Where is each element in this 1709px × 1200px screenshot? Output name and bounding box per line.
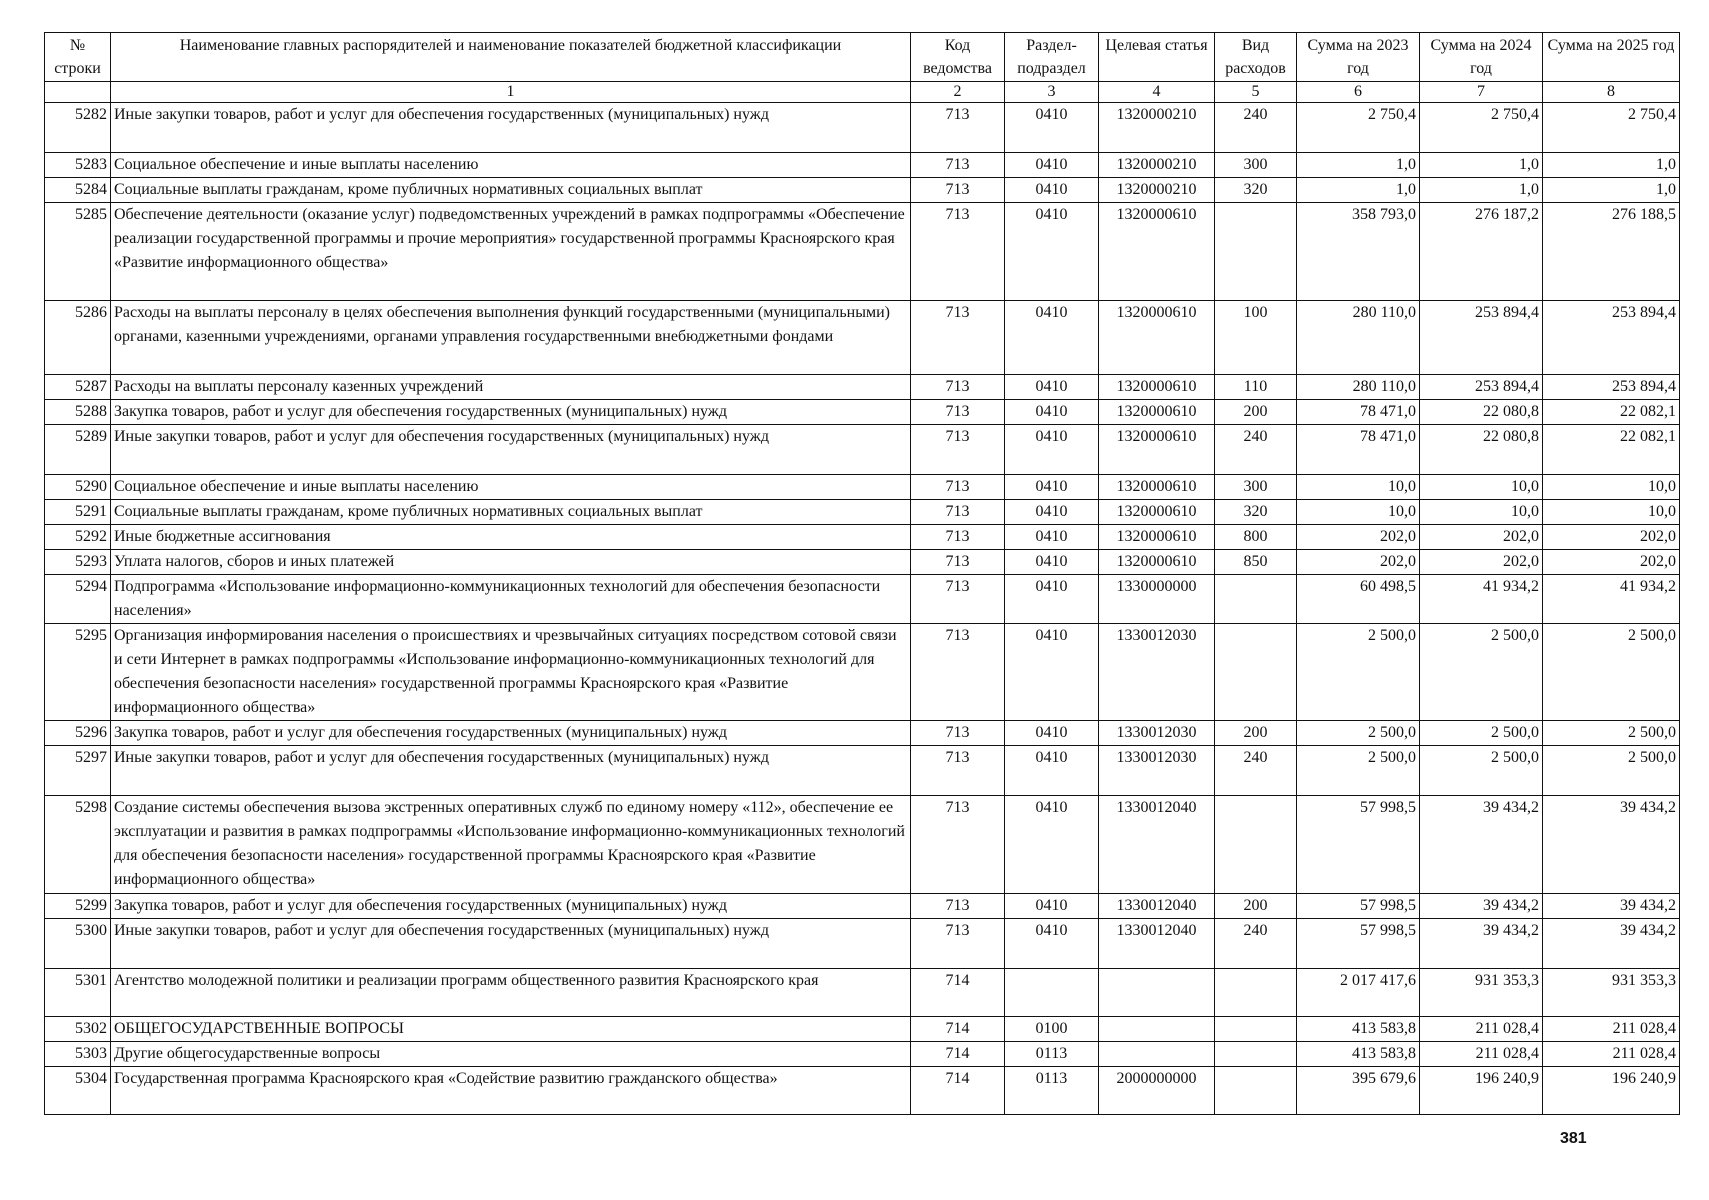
- row-dept-code: 713: [911, 153, 1005, 178]
- table-row: [45, 575, 1680, 624]
- row-dept-code: 713: [911, 425, 1005, 475]
- row-name: Закупка товаров, работ и услуг для обеспечения государственных (муниципальных) нужд: [111, 400, 911, 425]
- column-number: 7: [1420, 82, 1543, 103]
- row-dept-code: 713: [911, 796, 1005, 894]
- row-sum-2025: 39 434,2: [1543, 894, 1680, 919]
- row-sum-2023: 78 471,0: [1297, 425, 1420, 475]
- header-kind: Вид расходов: [1215, 33, 1297, 82]
- row-kind: 240: [1215, 425, 1297, 475]
- row-target: 1320000610: [1099, 475, 1215, 500]
- table-row: [45, 624, 1680, 721]
- row-kind: 850: [1215, 550, 1297, 575]
- table-row: [45, 375, 1680, 400]
- row-kind: [1215, 796, 1297, 894]
- row-sum-2025: 1,0: [1543, 178, 1680, 203]
- row-kind: 300: [1215, 475, 1297, 500]
- row-target: 1330000000: [1099, 575, 1215, 624]
- row-name: Иные бюджетные ассигнования: [111, 525, 911, 550]
- row-sum-2023: 413 583,8: [1297, 1042, 1420, 1067]
- row-target: 1320000610: [1099, 400, 1215, 425]
- row-sum-2024: 10,0: [1420, 475, 1543, 500]
- row-target: 1320000610: [1099, 550, 1215, 575]
- table-row: [45, 919, 1680, 969]
- row-sum-2025: 2 500,0: [1543, 721, 1680, 746]
- row-sum-2025: 10,0: [1543, 475, 1680, 500]
- row-kind: 110: [1215, 375, 1297, 400]
- budget-table: [44, 32, 1680, 1115]
- row-dept-code: 713: [911, 894, 1005, 919]
- row-dept-code: 713: [911, 575, 1005, 624]
- row-section: 0410: [1005, 624, 1099, 721]
- row-sum-2025: 2 500,0: [1543, 624, 1680, 721]
- row-name: Другие общегосударственные вопросы: [111, 1042, 911, 1067]
- row-target: 1320000610: [1099, 425, 1215, 475]
- row-sum-2025: 253 894,4: [1543, 301, 1680, 375]
- row-target: 1330012030: [1099, 624, 1215, 721]
- row-dept-code: 713: [911, 400, 1005, 425]
- row-target: 1320000610: [1099, 203, 1215, 301]
- row-sum-2024: 1,0: [1420, 178, 1543, 203]
- table-row: [45, 475, 1680, 500]
- table-body: [45, 103, 1680, 1115]
- row-target: 1320000210: [1099, 103, 1215, 153]
- row-name: Социальные выплаты гражданам, кроме публичных нормативных социальных выплат: [111, 178, 911, 203]
- row-target: [1099, 969, 1215, 1017]
- header-sum-2023: Сумма на 2023 год: [1297, 33, 1420, 82]
- row-sum-2023: 57 998,5: [1297, 796, 1420, 894]
- row-sum-2025: 211 028,4: [1543, 1017, 1680, 1042]
- row-kind: 320: [1215, 178, 1297, 203]
- row-name: Социальное обеспечение и иные выплаты населению: [111, 153, 911, 178]
- table-row: [45, 1067, 1680, 1115]
- row-name: Государственная программа Красноярского края «Содействие развитию гражданского общества»: [111, 1067, 911, 1115]
- row-section: 0410: [1005, 796, 1099, 894]
- row-dept-code: 713: [911, 475, 1005, 500]
- row-sum-2025: 196 240,9: [1543, 1067, 1680, 1115]
- row-name: Иные закупки товаров, работ и услуг для обеспечения государственных (муниципальных) нужд: [111, 425, 911, 475]
- row-sum-2024: 1,0: [1420, 153, 1543, 178]
- table-row: [45, 1017, 1680, 1042]
- row-sum-2025: 211 028,4: [1543, 1042, 1680, 1067]
- row-sum-2023: 57 998,5: [1297, 894, 1420, 919]
- row-target: 1330012040: [1099, 919, 1215, 969]
- table-row: [45, 969, 1680, 1017]
- table-row: [45, 425, 1680, 475]
- row-number: 5286: [45, 301, 111, 375]
- row-sum-2023: 202,0: [1297, 550, 1420, 575]
- row-number: 5296: [45, 721, 111, 746]
- row-sum-2025: 202,0: [1543, 525, 1680, 550]
- row-dept-code: 713: [911, 375, 1005, 400]
- row-section: 0410: [1005, 575, 1099, 624]
- row-number: 5304: [45, 1067, 111, 1115]
- table-row: [45, 525, 1680, 550]
- row-number: 5284: [45, 178, 111, 203]
- row-section: 0410: [1005, 203, 1099, 301]
- row-name: Уплата налогов, сборов и иных платежей: [111, 550, 911, 575]
- row-sum-2024: 276 187,2: [1420, 203, 1543, 301]
- row-dept-code: 713: [911, 301, 1005, 375]
- row-section: 0410: [1005, 894, 1099, 919]
- row-number: 5297: [45, 746, 111, 796]
- row-sum-2024: 22 080,8: [1420, 425, 1543, 475]
- row-number: 5287: [45, 375, 111, 400]
- row-sum-2023: 358 793,0: [1297, 203, 1420, 301]
- table-row: [45, 894, 1680, 919]
- table-row: [45, 153, 1680, 178]
- row-target: 1320000610: [1099, 375, 1215, 400]
- row-number: 5292: [45, 525, 111, 550]
- row-sum-2023: 395 679,6: [1297, 1067, 1420, 1115]
- table-row: [45, 178, 1680, 203]
- column-number: 3: [1005, 82, 1099, 103]
- row-sum-2024: 41 934,2: [1420, 575, 1543, 624]
- row-sum-2023: 413 583,8: [1297, 1017, 1420, 1042]
- row-name: Обеспечение деятельности (оказание услуг) подведомственных учреждений в рамках подпрограммы «Обеспечение реализации государственной программы и прочие мероприятия» государственной программы Красноярского края «Развитие информационного общества»: [111, 203, 911, 301]
- column-number: 6: [1297, 82, 1420, 103]
- row-name: ОБЩЕГОСУДАРСТВЕННЫЕ ВОПРОСЫ: [111, 1017, 911, 1042]
- row-number: 5295: [45, 624, 111, 721]
- column-number: 4: [1099, 82, 1215, 103]
- row-dept-code: 714: [911, 969, 1005, 1017]
- row-target: 2000000000: [1099, 1067, 1215, 1115]
- row-sum-2023: 2 750,4: [1297, 103, 1420, 153]
- row-number: 5298: [45, 796, 111, 894]
- row-sum-2024: 211 028,4: [1420, 1042, 1543, 1067]
- row-target: [1099, 1042, 1215, 1067]
- row-sum-2023: 2 500,0: [1297, 624, 1420, 721]
- row-sum-2023: 280 110,0: [1297, 301, 1420, 375]
- row-dept-code: 713: [911, 746, 1005, 796]
- row-sum-2024: 202,0: [1420, 525, 1543, 550]
- row-kind: [1215, 1042, 1297, 1067]
- row-section: 0113: [1005, 1067, 1099, 1115]
- row-sum-2024: 253 894,4: [1420, 301, 1543, 375]
- row-sum-2023: 60 498,5: [1297, 575, 1420, 624]
- row-name: Закупка товаров, работ и услуг для обеспечения государственных (муниципальных) нужд: [111, 721, 911, 746]
- table-row: [45, 301, 1680, 375]
- row-sum-2025: 39 434,2: [1543, 796, 1680, 894]
- row-sum-2025: 202,0: [1543, 550, 1680, 575]
- row-sum-2023: 10,0: [1297, 475, 1420, 500]
- header-dept-code: Код ведомства: [911, 33, 1005, 82]
- row-name: Подпрограмма «Использование информационно-коммуникационных технологий для обеспечения безопасности населения»: [111, 575, 911, 624]
- row-section: 0410: [1005, 178, 1099, 203]
- row-number: 5288: [45, 400, 111, 425]
- column-number-row: [45, 82, 1680, 103]
- row-dept-code: 714: [911, 1042, 1005, 1067]
- table-row: [45, 746, 1680, 796]
- header-sum-2024: Сумма на 2024 год: [1420, 33, 1543, 82]
- row-target: 1320000210: [1099, 178, 1215, 203]
- row-dept-code: 713: [911, 103, 1005, 153]
- row-sum-2024: 22 080,8: [1420, 400, 1543, 425]
- row-kind: [1215, 575, 1297, 624]
- row-kind: 800: [1215, 525, 1297, 550]
- row-sum-2023: 1,0: [1297, 153, 1420, 178]
- row-kind: [1215, 1017, 1297, 1042]
- row-section: 0410: [1005, 425, 1099, 475]
- table-row: [45, 400, 1680, 425]
- row-sum-2023: 202,0: [1297, 525, 1420, 550]
- row-sum-2025: 39 434,2: [1543, 919, 1680, 969]
- row-section: 0410: [1005, 721, 1099, 746]
- row-sum-2023: 78 471,0: [1297, 400, 1420, 425]
- row-kind: 320: [1215, 500, 1297, 525]
- row-sum-2024: 202,0: [1420, 550, 1543, 575]
- row-kind: 200: [1215, 721, 1297, 746]
- row-target: 1320000610: [1099, 525, 1215, 550]
- row-name: Социальное обеспечение и иные выплаты населению: [111, 475, 911, 500]
- row-kind: 240: [1215, 103, 1297, 153]
- row-name: Агентство молодежной политики и реализации программ общественного развития Красноярского края: [111, 969, 911, 1017]
- row-sum-2024: 39 434,2: [1420, 894, 1543, 919]
- row-number: 5301: [45, 969, 111, 1017]
- row-sum-2025: 931 353,3: [1543, 969, 1680, 1017]
- row-number: 5291: [45, 500, 111, 525]
- row-number: 5294: [45, 575, 111, 624]
- row-section: [1005, 969, 1099, 1017]
- row-number: 5299: [45, 894, 111, 919]
- row-number: 5293: [45, 550, 111, 575]
- row-name: Социальные выплаты гражданам, кроме публичных нормативных социальных выплат: [111, 500, 911, 525]
- row-sum-2024: 211 028,4: [1420, 1017, 1543, 1042]
- row-sum-2023: 2 500,0: [1297, 746, 1420, 796]
- row-sum-2024: 39 434,2: [1420, 919, 1543, 969]
- row-sum-2024: 2 500,0: [1420, 721, 1543, 746]
- row-sum-2025: 10,0: [1543, 500, 1680, 525]
- row-name: Расходы на выплаты персоналу казенных учреждений: [111, 375, 911, 400]
- row-sum-2025: 41 934,2: [1543, 575, 1680, 624]
- table-row: [45, 550, 1680, 575]
- row-section: 0410: [1005, 919, 1099, 969]
- row-section: 0410: [1005, 301, 1099, 375]
- row-kind: 240: [1215, 746, 1297, 796]
- row-sum-2024: 10,0: [1420, 500, 1543, 525]
- row-section: 0410: [1005, 746, 1099, 796]
- row-sum-2025: 2 750,4: [1543, 103, 1680, 153]
- row-section: 0113: [1005, 1042, 1099, 1067]
- row-section: 0410: [1005, 375, 1099, 400]
- row-dept-code: 714: [911, 1067, 1005, 1115]
- row-sum-2023: 57 998,5: [1297, 919, 1420, 969]
- row-section: 0410: [1005, 500, 1099, 525]
- row-kind: [1215, 624, 1297, 721]
- row-section: 0410: [1005, 153, 1099, 178]
- row-dept-code: 714: [911, 1017, 1005, 1042]
- row-sum-2024: 253 894,4: [1420, 375, 1543, 400]
- row-sum-2023: 2 017 417,6: [1297, 969, 1420, 1017]
- row-dept-code: 713: [911, 550, 1005, 575]
- row-sum-2024: 931 353,3: [1420, 969, 1543, 1017]
- row-dept-code: 713: [911, 721, 1005, 746]
- header-target: Целевая статья: [1099, 33, 1215, 82]
- row-name: Иные закупки товаров, работ и услуг для обеспечения государственных (муниципальных) нужд: [111, 103, 911, 153]
- row-target: 1320000610: [1099, 500, 1215, 525]
- row-sum-2025: 22 082,1: [1543, 425, 1680, 475]
- row-kind: 200: [1215, 894, 1297, 919]
- column-number: 1: [111, 82, 911, 103]
- row-name: Создание системы обеспечения вызова экстренных оперативных служб по единому номеру «112», обеспечение ее эксплуатации и развития в рамках подпрограммы «Использование информационно-коммуникационных технологий для обеспечения безопасности населения» государственной программы Красноярского края «Развитие информационного общества»: [111, 796, 911, 894]
- row-sum-2023: 10,0: [1297, 500, 1420, 525]
- table-row: [45, 500, 1680, 525]
- row-name: Закупка товаров, работ и услуг для обеспечения государственных (муниципальных) нужд: [111, 894, 911, 919]
- row-kind: 240: [1215, 919, 1297, 969]
- row-sum-2024: 39 434,2: [1420, 796, 1543, 894]
- row-dept-code: 713: [911, 525, 1005, 550]
- row-dept-code: 713: [911, 624, 1005, 721]
- row-sum-2024: 196 240,9: [1420, 1067, 1543, 1115]
- row-number: 5283: [45, 153, 111, 178]
- column-number: 5: [1215, 82, 1297, 103]
- row-number: 5285: [45, 203, 111, 301]
- row-target: 1330012040: [1099, 894, 1215, 919]
- row-sum-2025: 276 188,5: [1543, 203, 1680, 301]
- table-row: [45, 103, 1680, 153]
- table-row: [45, 1042, 1680, 1067]
- row-section: 0410: [1005, 550, 1099, 575]
- row-sum-2024: 2 750,4: [1420, 103, 1543, 153]
- table-header: [45, 33, 1680, 103]
- row-dept-code: 713: [911, 203, 1005, 301]
- header-sum-2025: Сумма на 2025 год: [1543, 33, 1680, 82]
- row-kind: [1215, 1067, 1297, 1115]
- row-number: 5302: [45, 1017, 111, 1042]
- row-section: 0410: [1005, 400, 1099, 425]
- header-row-no: № строки: [45, 33, 111, 82]
- header-name: Наименование главных распорядителей и наименование показателей бюджетной классификации: [111, 33, 911, 82]
- table-row: [45, 203, 1680, 301]
- row-number: 5289: [45, 425, 111, 475]
- row-dept-code: 713: [911, 500, 1005, 525]
- row-section: 0410: [1005, 103, 1099, 153]
- row-sum-2024: 2 500,0: [1420, 624, 1543, 721]
- row-dept-code: 713: [911, 178, 1005, 203]
- row-sum-2025: 2 500,0: [1543, 746, 1680, 796]
- row-section: 0100: [1005, 1017, 1099, 1042]
- row-name: Расходы на выплаты персоналу в целях обеспечения выполнения функций государственными (муниципальными) органами, казенными учреждениями, органами управления государственными внебюджетными фондами: [111, 301, 911, 375]
- column-number-blank: [45, 82, 111, 103]
- row-target: [1099, 1017, 1215, 1042]
- row-sum-2024: 2 500,0: [1420, 746, 1543, 796]
- row-target: 1330012030: [1099, 746, 1215, 796]
- row-kind: 200: [1215, 400, 1297, 425]
- row-target: 1330012040: [1099, 796, 1215, 894]
- page-number: 381: [1560, 1130, 1587, 1147]
- row-kind: 300: [1215, 153, 1297, 178]
- table-row: [45, 721, 1680, 746]
- column-number: 2: [911, 82, 1005, 103]
- row-target: 1330012030: [1099, 721, 1215, 746]
- row-name: Иные закупки товаров, работ и услуг для обеспечения государственных (муниципальных) нужд: [111, 746, 911, 796]
- row-sum-2023: 2 500,0: [1297, 721, 1420, 746]
- row-section: 0410: [1005, 475, 1099, 500]
- row-dept-code: 713: [911, 919, 1005, 969]
- row-sum-2025: 253 894,4: [1543, 375, 1680, 400]
- table-row: [45, 796, 1680, 894]
- row-kind: [1215, 969, 1297, 1017]
- row-kind: [1215, 203, 1297, 301]
- row-sum-2023: 280 110,0: [1297, 375, 1420, 400]
- row-sum-2025: 1,0: [1543, 153, 1680, 178]
- row-name: Организация информирования населения о происшествиях и чрезвычайных ситуациях посредством сотовой связи и сети Интернет в рамках подпрограммы «Использование информационно-коммуникационных технологий для обеспечения безопасности населения» государственной программы Красноярского края «Развитие информационного общества»: [111, 624, 911, 721]
- row-number: 5290: [45, 475, 111, 500]
- row-number: 5300: [45, 919, 111, 969]
- budget-page: [44, 32, 1679, 1115]
- row-sum-2023: 1,0: [1297, 178, 1420, 203]
- row-kind: 100: [1215, 301, 1297, 375]
- row-number: 5303: [45, 1042, 111, 1067]
- row-number: 5282: [45, 103, 111, 153]
- row-target: 1320000610: [1099, 301, 1215, 375]
- header-section: Раздел-подраздел: [1005, 33, 1099, 82]
- row-target: 1320000210: [1099, 153, 1215, 178]
- row-sum-2025: 22 082,1: [1543, 400, 1680, 425]
- column-number: 8: [1543, 82, 1680, 103]
- row-section: 0410: [1005, 525, 1099, 550]
- row-name: Иные закупки товаров, работ и услуг для обеспечения государственных (муниципальных) нужд: [111, 919, 911, 969]
